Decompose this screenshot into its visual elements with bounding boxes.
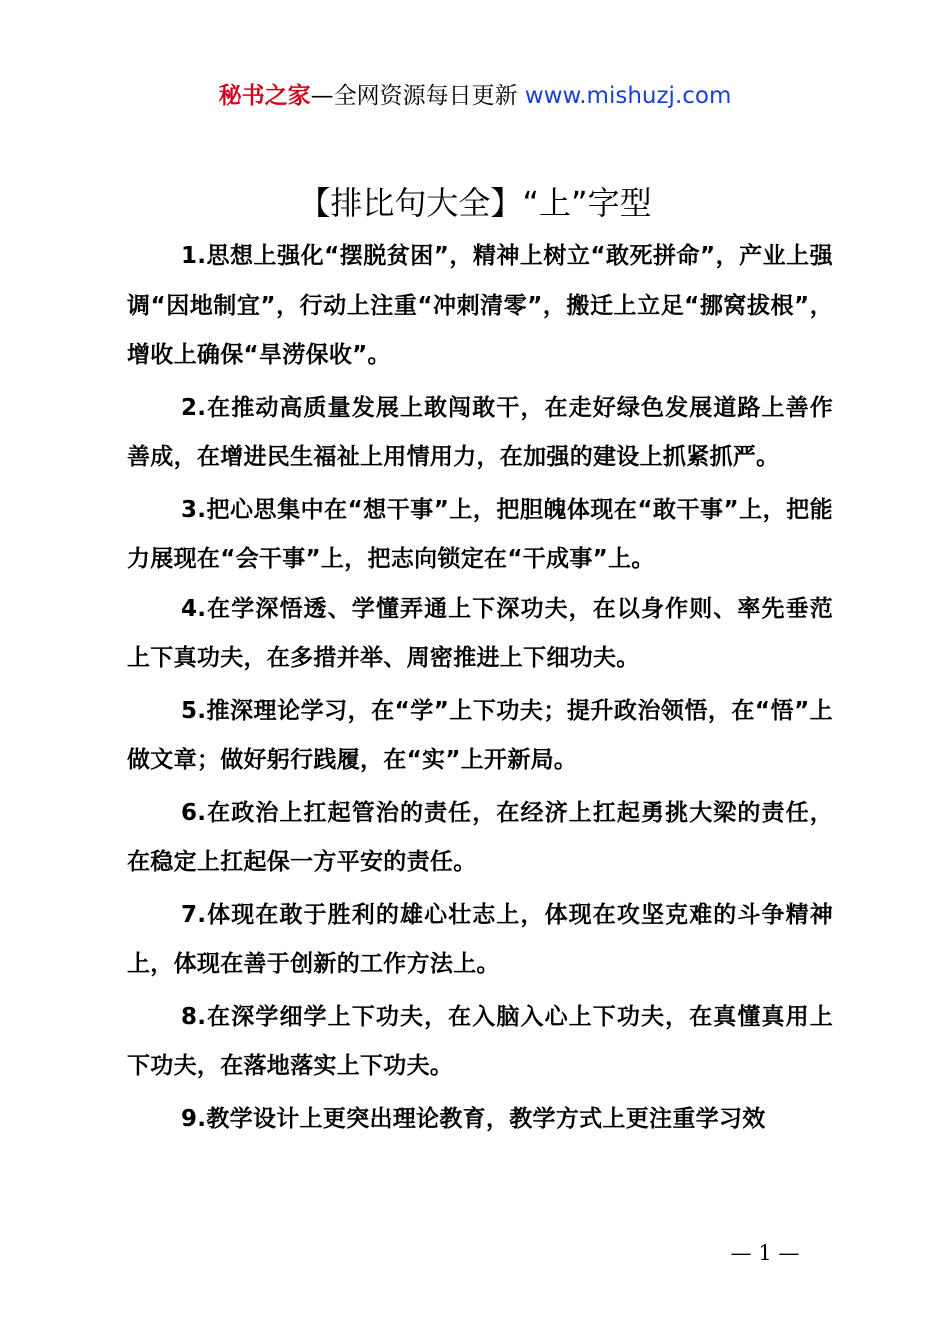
paragraph-3: 3.把心思集中在“想干事”上，把胆魄体现在“敢干事”上，把能力展现在“会干事”上，把志向锁定在“干成事”上。: [127, 496, 833, 572]
document-title: 【排比句大全】“上”字型: [298, 184, 652, 222]
site-url-link[interactable]: www.mishuzj.com: [524, 83, 732, 109]
paragraph-7: 7.体现在敢于胜利的雄心壮志上，体现在攻坚克难的斗争精神上，体现在善于创新的工作方法上。: [127, 901, 833, 977]
site-header: [0, 80, 950, 112]
paragraph-4: 4.在学深悟透、学懂弄通上下深功夫，在以身作则、率先垂范上下真功夫，在多措并举、周密推进上下细功夫。: [127, 595, 833, 671]
paragraph-5: 5.推深理论学习，在“学”上下功夫；提升政治领悟，在“悟”上做文章；做好躬行践履，在“实”上开新局。: [127, 697, 833, 773]
header-tagline: —全网资源每日更新: [310, 83, 518, 109]
document-body: [127, 232, 833, 1144]
paragraph-6: 6.在政治上扛起管治的责任，在经济上扛起勇挑大梁的责任，在稳定上扛起保一方平安的责任。: [127, 799, 833, 875]
paragraph-2: 2.在推动高质量发展上敢闯敢干，在走好绿色发展道路上善作善成，在增进民生福祉上用情用力，在加强的建设上抓紧抓严。: [127, 394, 833, 470]
paragraph-9: 9.教学设计上更突出理论教育，教学方式上更注重学习效: [181, 1105, 766, 1132]
brand-name: 秘书之家: [218, 83, 311, 109]
page-number: — 1 —: [730, 1241, 800, 1265]
paragraph-8: 8.在深学细学上下功夫，在入脑入心上下功夫，在真懂真用上下功夫，在落地落实上下功夫。: [127, 1003, 833, 1079]
paragraph-1: 1.思想上强化“摆脱贫困”，精神上树立“敢死拼命”，产业上强调“因地制宜”，行动上注重“冲刺清零”，搬迁上立足“挪窝拔根”，增收上确保“旱涝保收”。: [127, 243, 833, 368]
